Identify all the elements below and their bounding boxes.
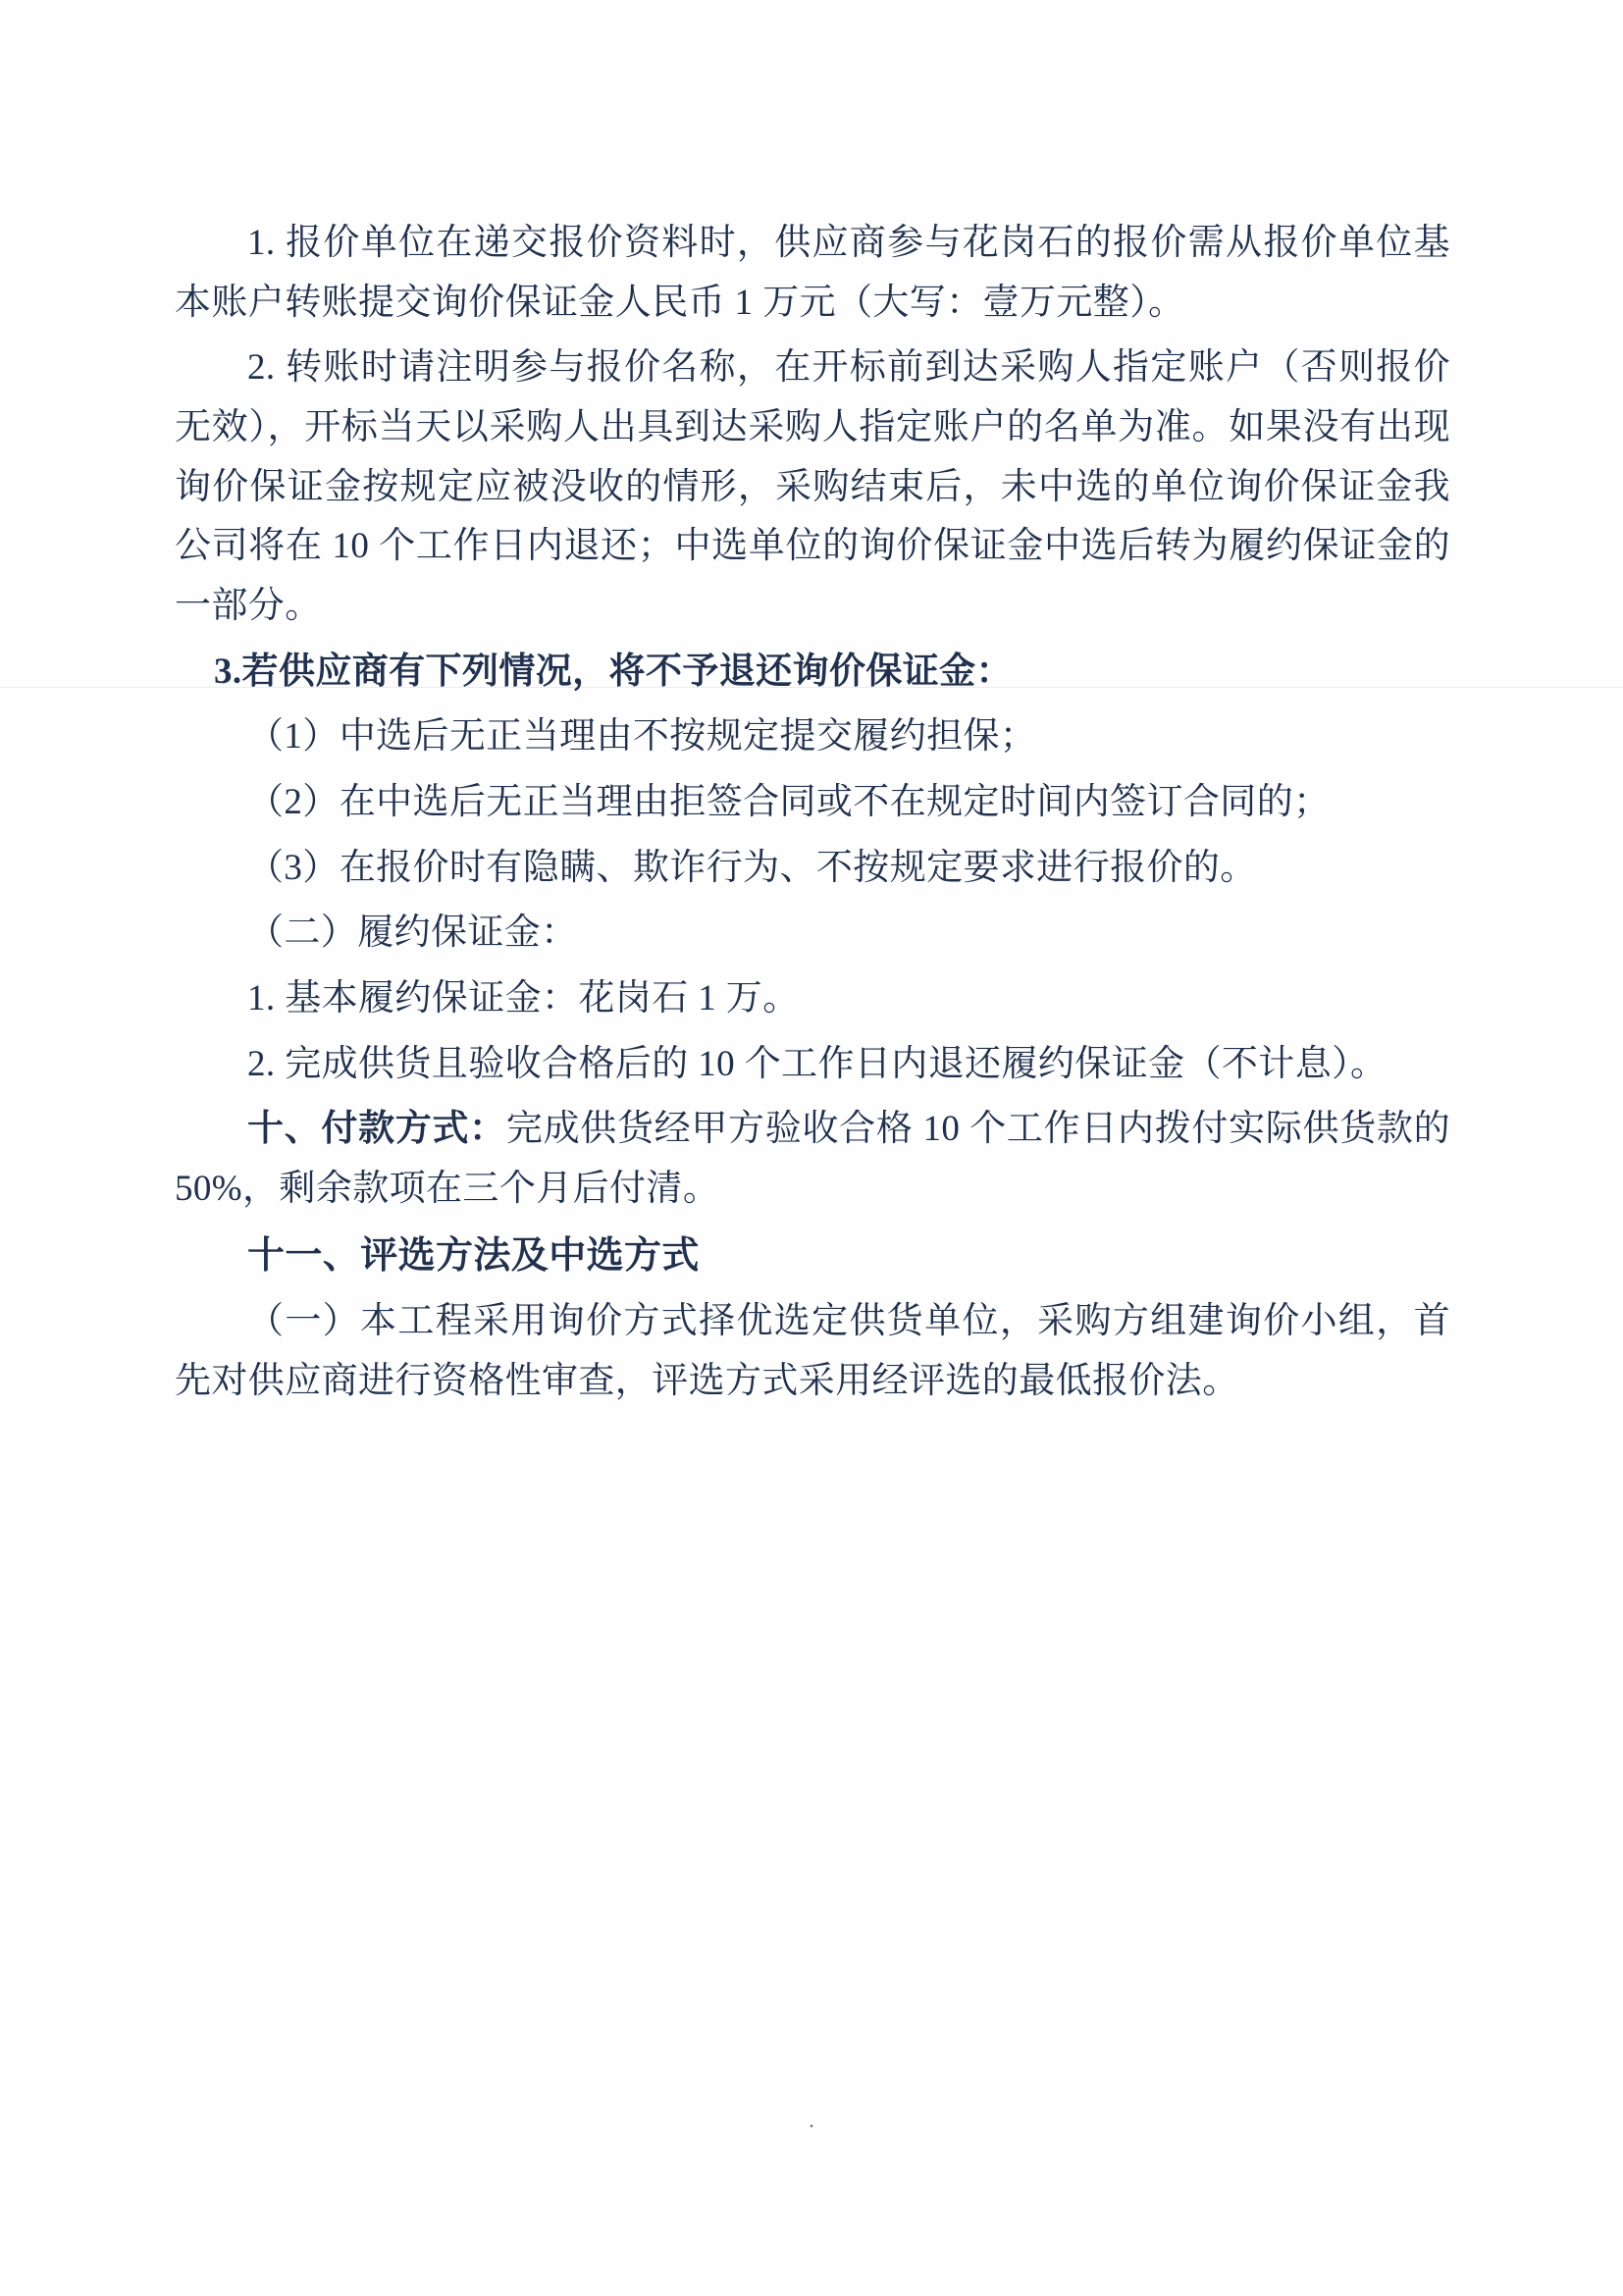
document-body <box>175 214 1450 1417</box>
page-marker: . <box>809 2108 814 2132</box>
paragraph-deposit-3-item-1: （1）中选后无正当理由不按规定提交履约担保； <box>247 716 1037 757</box>
paragraph-section-eleven-heading: 十一、评选方法及中选方式 <box>247 1234 700 1277</box>
paragraph-performance-title: （二）履约保证金： <box>247 913 578 954</box>
section-ten-heading: 十、付款方式： <box>247 1109 506 1150</box>
paragraph-section-eleven-1: （一）本工程采用询价方式择优选定供货单位，采购方组建询价小组，首先对供应商进行资格性审查，评选方式采用经评选的最低报价法。 <box>175 1301 1450 1401</box>
paragraph-performance-2: 2. 完成供货且验收合格后的 10 个工作日内退还履约保证金（不计息）。 <box>247 1043 1387 1084</box>
paragraph-deposit-2: 2. 转账时请注明参与报价名称，在开标前到达采购人指定账户（否则报价无效），开标当天以采购人出具到达采购人指定账户的名单为准。如果没有出现询价保证金按规定应被没收的情形，采购结束后，未中选的单位询价保证金我公司将在 10 个工作日内退还；中选单位的询价保证金中选后转为履约保证金的一部分。 <box>175 347 1450 627</box>
section-ten-text: 完成供货经甲方验收合格 10 个工作日内拨付实际供货款的 50%，剩余款项在三个月后付清。 <box>175 1109 1450 1210</box>
paragraph-deposit-1: 1. 报价单位在递交报价资料时，供应商参与花岗石的报价需从报价单位基本账户转账提交询价保证金人民币 1 万元（大写：壹万元整）。 <box>175 223 1450 323</box>
paragraph-deposit-3-item-3: （3）在报价时有隐瞒、欺诈行为、不按规定要求进行报价的。 <box>247 847 1257 888</box>
paragraph-deposit-3: 3.若供应商有下列情况，将不予退还询价保证金： <box>214 651 1013 692</box>
paragraph-performance-1: 1. 基本履约保证金：花岗石 1 万。 <box>247 978 800 1019</box>
paragraph-deposit-3-item-2: （2）在中选后无正当理由拒签合同或不在规定时间内签订合同的； <box>247 782 1331 823</box>
paragraph-section-ten <box>175 1100 1450 1219</box>
